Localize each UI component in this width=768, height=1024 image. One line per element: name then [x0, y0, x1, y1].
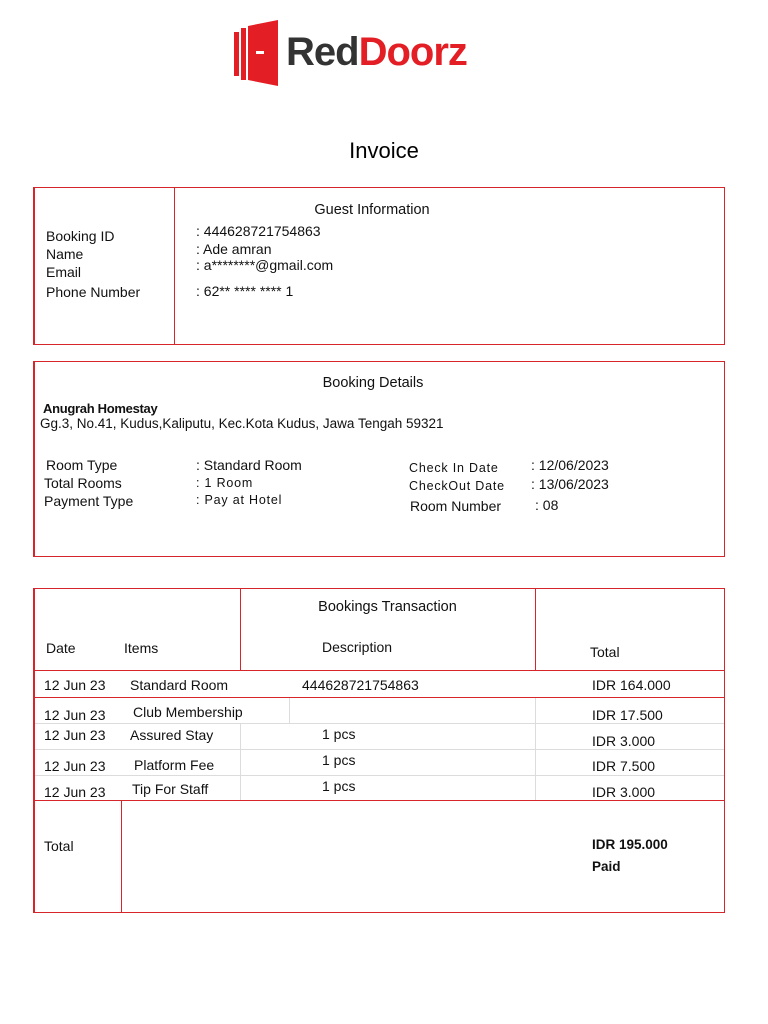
- value-name: : Ade amran: [196, 241, 272, 257]
- row4-description: 1 pcs: [322, 752, 356, 768]
- tx-total-divider: [121, 800, 122, 913]
- label-check-in: Check In Date: [409, 461, 499, 475]
- label-total-rooms: Total Rooms: [44, 475, 122, 491]
- total-value: IDR 195.000: [592, 837, 668, 852]
- col-items: Items: [124, 640, 159, 656]
- row5-total: IDR 3.000: [592, 784, 656, 800]
- row1-date: 12 Jun 23: [44, 677, 106, 693]
- brand-name-part2: Doorz: [358, 30, 467, 74]
- row2-total: IDR 17.500: [592, 707, 663, 723]
- col-total: Total: [590, 644, 620, 660]
- tx-row-divider-1: [240, 724, 241, 801]
- guest-heading: Guest Information: [314, 202, 430, 218]
- row4-item: Platform Fee: [134, 757, 215, 773]
- row2-date: 12 Jun 23: [44, 707, 106, 723]
- label-name: Name: [46, 246, 84, 262]
- total-label: Total: [44, 838, 74, 854]
- booking-heading: Booking Details: [322, 375, 424, 391]
- value-booking-id: : 444628721754863: [196, 223, 321, 239]
- hotel-name: Anugrah Homestay: [43, 401, 158, 416]
- value-room-type: : Standard Room: [196, 457, 302, 473]
- row1-item: Standard Room: [130, 677, 229, 693]
- row3-description: 1 pcs: [322, 726, 356, 742]
- label-booking-id: Booking ID: [46, 228, 115, 244]
- value-email: : a********@gmail.com: [196, 257, 334, 273]
- transaction-box: [33, 588, 725, 913]
- tx-row1-bottom: [33, 697, 725, 698]
- label-email: Email: [46, 264, 82, 280]
- value-check-out: : 13/06/2023: [531, 476, 609, 492]
- payment-status: Paid: [592, 859, 621, 874]
- value-phone: : 62** **** **** 1: [196, 283, 294, 299]
- tx-header-bottom: [33, 670, 725, 671]
- row5-date: 12 Jun 23: [44, 784, 106, 800]
- brand-name: [286, 30, 467, 75]
- value-payment-type: : Pay at Hotel: [196, 493, 283, 507]
- row5-description: 1 pcs: [322, 778, 356, 794]
- value-room-number: : 08: [535, 497, 559, 513]
- row5-item: Tip For Staff: [132, 781, 209, 797]
- row3-item: Assured Stay: [130, 727, 214, 743]
- hotel-address: Gg.3, No.41, Kudus,Kaliputu, Kec.Kota Kudus, Jawa Tengah 59321: [40, 416, 444, 431]
- label-phone: Phone Number: [46, 284, 141, 300]
- tx-header-divider-2: [535, 588, 536, 671]
- tx-row4-bottom: [35, 775, 724, 776]
- row3-total: IDR 3.000: [592, 733, 656, 749]
- col-date: Date: [46, 640, 76, 656]
- row1-total: IDR 164.000: [592, 677, 671, 693]
- col-description: Description: [322, 639, 393, 655]
- transaction-heading: Bookings Transaction: [318, 599, 457, 615]
- row4-date: 12 Jun 23: [44, 758, 106, 774]
- label-payment-type: Payment Type: [44, 493, 134, 509]
- value-total-rooms: : 1 Room: [196, 476, 254, 490]
- brand-name-part1: Red: [286, 30, 359, 74]
- row2-item: Club Membership: [133, 704, 243, 720]
- row3-date: 12 Jun 23: [44, 727, 106, 743]
- value-check-in: : 12/06/2023: [531, 457, 609, 473]
- tx-row-divider-2: [535, 698, 536, 801]
- label-room-number: Room Number: [410, 498, 502, 514]
- tx-row2-divider-1: [289, 698, 290, 723]
- page-title: Invoice: [349, 138, 419, 163]
- row4-total: IDR 7.500: [592, 758, 656, 774]
- tx-total-top: [33, 800, 725, 801]
- door-icon: [232, 18, 284, 88]
- label-room-type: Room Type: [46, 457, 118, 473]
- label-check-out: CheckOut Date: [409, 479, 505, 493]
- brand-logo: [232, 18, 502, 88]
- row1-description: 444628721754863: [302, 677, 419, 693]
